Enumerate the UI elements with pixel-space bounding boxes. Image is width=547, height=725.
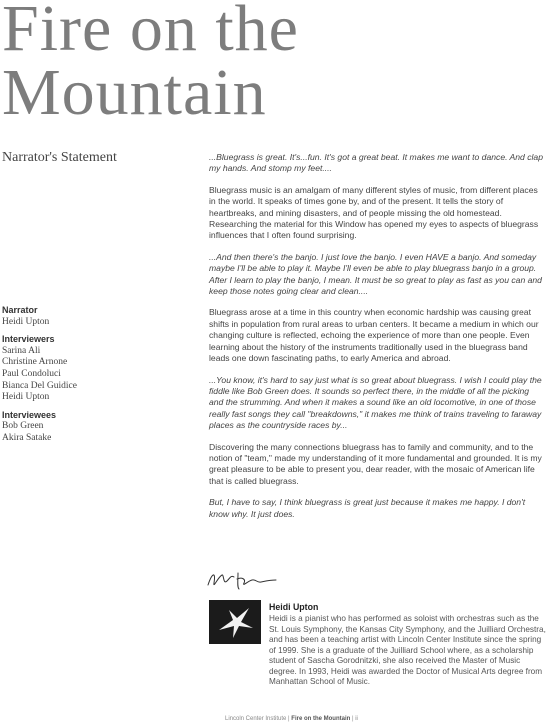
title-line-1: Fire on the: [2, 0, 299, 65]
bio-text: Heidi is a pianist who has performed as soloist with orchestras such as the St. Louis Symphony, the Kansas City Symphony, and the Juilliard Orchestra, and has been a teaching artist with Lincoln Center Institute since the spring of 1999. She is a graduate of the Juilliard School where, as a scholarship student of Sascha Gorodnitzki, she also received the Master of Music degree. In 1993, Heidi was awarded the Doctor of Musical Arts degree from Manhattan School of Music.: [269, 614, 546, 686]
footer-org: Lincoln Center Institute: [225, 716, 287, 722]
credit-name: Sarina Ali: [2, 345, 41, 356]
body-paragraph: Bluegrass music is an amalgam of many different styles of music, from different places in the world. It speaks of times gone by, and of the present. It tells the story of heartbreaks, and mining disasters, and of people missing the old homestead. Researching the material for this Window has opened my eyes to aspects of bluegrass influences that I often found surprising.: [209, 184, 539, 241]
credit-group-interviewees: [2, 410, 192, 445]
credit-name: Akira Satake: [2, 432, 52, 443]
bio-name: Heidi Upton: [269, 602, 319, 612]
credit-name: Heidi Upton: [2, 392, 50, 403]
body-paragraph: Bluegrass arose at a time in this country when economic hardship was causing great shifts in population from rural areas to urban centers. It became a medium in which our changing culture is reflected, echoing the experience of more than one people. Even learning about the history of the instruments traditionally used in the bluegrass band leads one down fascinating paths, to early America and abroad.: [209, 307, 539, 364]
quote-paragraph: ...Bluegrass is great. It's...fun. It's got a great beat. It makes me want to dance. And clap my hands. And stomp my feet....: [209, 152, 543, 174]
credit-name: Bianca Del Guidice: [2, 380, 77, 391]
quote-paragraph: But, I have to say, I think bluegrass is great just because it makes me happy. I don't know why. It just does.: [209, 497, 526, 519]
credit-name: Paul Condoluci: [2, 368, 61, 379]
quote-paragraph: ...And then there's the banjo. I just love the banjo. I even HAVE a banjo. And someday maybe I'll be able to play it. Maybe I'll even be able to play bluegrass banjo in a group. After I learn to play the banjo, I mean. It must be so great to play as fast as you can and keep those notes going clear and clean....: [209, 251, 542, 297]
statement-body: [209, 152, 544, 530]
credit-name: Christine Arnone: [2, 357, 68, 368]
credit-heading: Narrator: [2, 305, 38, 315]
title-line-2: Mountain: [2, 56, 267, 129]
credit-name: Heidi Upton: [2, 316, 50, 327]
signature-image: [204, 563, 284, 593]
credit-heading: Interviewers: [2, 334, 55, 345]
credit-heading: Interviewees: [2, 409, 57, 420]
quote-paragraph: ...You know, it's hard to say just what is so great about bluegrass. I wish I could play the fiddle like Bob Green does. It sounds so perfect there, in the middle of all the picking and the strumming. And when it makes a sound like an old locomotive, in one of those really fast songs they call "breakdowns," it makes me think of trains traveling to faraway places as the countryside races by...: [209, 374, 542, 431]
dancer-silhouette-icon: [209, 600, 261, 644]
footer-page-number: ii: [355, 716, 358, 722]
credit-group-narrator: [2, 305, 192, 328]
page-footer: [225, 716, 358, 722]
bio-photo: [209, 600, 261, 644]
footer-separator: |: [288, 716, 290, 722]
credits-list: [2, 305, 192, 451]
credit-name: Bob Green: [2, 421, 44, 432]
footer-separator: |: [351, 716, 354, 722]
body-paragraph: Discovering the many connections bluegrass has to family and community, and to the notion of "team," made my understanding of it more fundamental and grounded. It is my great pleasure to be able to present you, dear reader, with the mosaic of American life that is called bluegrass.: [209, 441, 542, 486]
credit-group-interviewers: [2, 334, 192, 404]
footer-title: Fire on the Mountain: [291, 716, 351, 722]
section-heading: Narrator's Statement: [2, 150, 117, 165]
